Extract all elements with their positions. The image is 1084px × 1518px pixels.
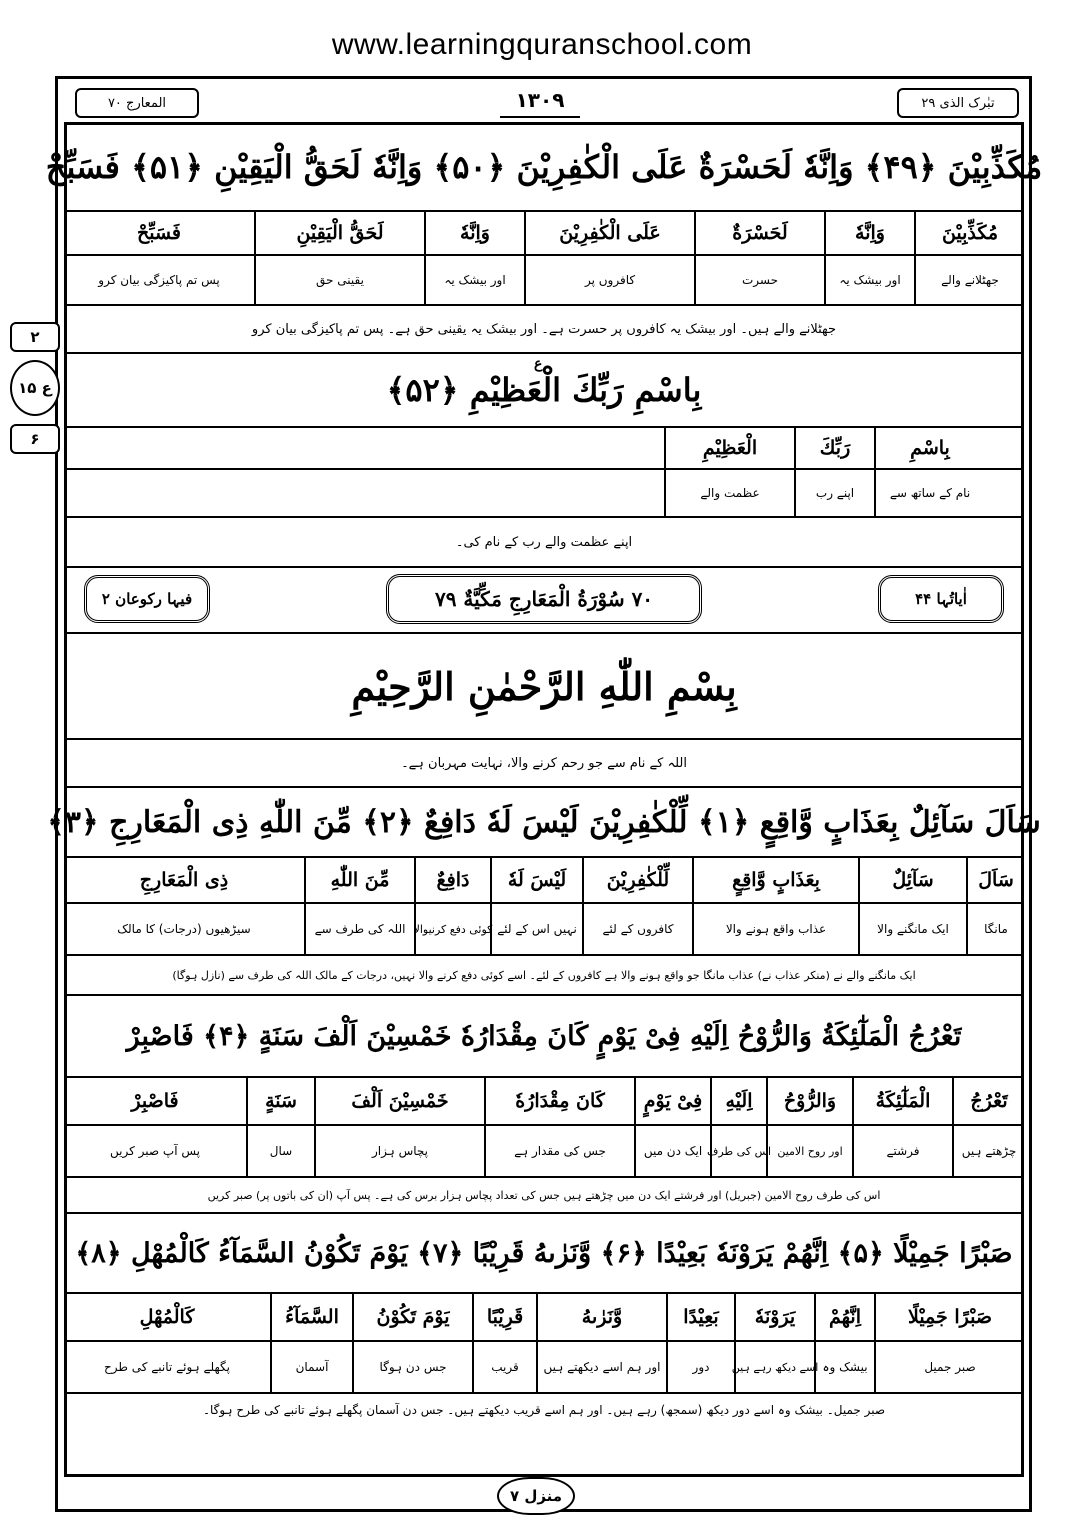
- word-cell: السَّمَآءُ: [270, 1294, 352, 1340]
- side-badge-bottom: ۶: [10, 424, 60, 454]
- word-cell: لَيْسَ لَهٗ: [490, 858, 582, 902]
- meaning-cell: صبر جمیل: [874, 1342, 1024, 1392]
- word-cell: يَوْمَ تَكُوْنُ: [352, 1294, 472, 1340]
- meaning-cell: سال: [246, 1126, 314, 1176]
- meaning-cell: قریب: [472, 1342, 536, 1392]
- word-cell: يَرَوْنَهٗ: [734, 1294, 814, 1340]
- meaning-cell: ایک مانگنے والا: [858, 904, 966, 954]
- meaning-cell: ایک دن میں: [634, 1126, 710, 1176]
- meaning-cell: اپنے رب: [794, 470, 874, 516]
- ayah-text: سَاَلَ سَآئِلٌ بِعَذَابٍ وَّاقِعٍ ﴿۱﴾ لِّلْكٰفِرِيْنَ لَيْسَ لَهٗ دَافِعٌ ﴿۲﴾ مِّنَ اللّٰهِ ذِى الْمَعَارِجِ ﴿۳﴾: [47, 804, 1041, 840]
- word-cell: رَبِّكَ: [794, 428, 874, 468]
- word-cell: لَحَسْرَةٌ: [694, 212, 824, 254]
- translation-line: اس کی طرف روح الامین (جبریل) اور فرشتے ایک دن میں چڑھتے ہیں جس کی تعداد پچاس ہزار برس کی ہے۔ پس آپ (ان کی باتوں پر) صبر کریں: [64, 1176, 1024, 1212]
- page-number: ۱۳۰۹: [500, 84, 580, 118]
- ayah-text: تَعْرُجُ الْمَلٰٓئِكَةُ وَالرُّوْحُ اِلَيْهِ فِىْ يَوْمٍ كَانَ مِقْدَارُهٗ خَمْسِيْنَ اَلْفَ سَنَةٍ ﴿۴﴾ فَاصْبِرْ: [126, 1020, 962, 1052]
- word-cell: اِلَيْهِ: [710, 1078, 766, 1124]
- meaning-cell: فرشتے: [852, 1126, 952, 1176]
- meaning-cell: عذاب واقع ہونے والا: [692, 904, 858, 954]
- meaning-cell: چڑھتے ہیں: [952, 1126, 1024, 1176]
- word-cell: فَسَبِّحْ: [136, 222, 182, 244]
- translation-line: اپنے عظمت والے رب کے نام کی۔: [64, 516, 1024, 566]
- meaning-cell: مانگا: [966, 904, 1024, 954]
- translation-line: صبر جمیل۔ بیشک وہ اسے دور دیکھ (سمجھ) رہے ہیں۔ اور ہم اسے قریب دیکھتے ہیں۔ جس دن آسمان پگھلے ہوئے تانبے کی طرح ہوگا۔: [64, 1392, 1024, 1426]
- word-cell: بِاسْمِ: [874, 428, 984, 468]
- bismillah-translation: اللہ کے نام سے جو رحم کرنے والا، نہایت مہربان ہے۔: [64, 738, 1024, 786]
- meaning-cell: جھٹلانے والے: [914, 256, 1024, 304]
- meaning-cell: اس کی طرف: [710, 1126, 766, 1176]
- header-surah-label: المعارج ۷۰: [75, 88, 199, 118]
- surah-name: ۷۰ سُوْرَةُ الْمَعَارِجِ مَكِّيَّةٌ ۷۹: [386, 574, 702, 624]
- meaning-cell: پس تم پاکیزگی بیان کرو: [98, 273, 220, 287]
- meaning-cell: جس کی مقدار ہے: [484, 1126, 634, 1176]
- ayah-bismi-rabbik: بِاسْمِ رَبِّكَ الْعَظِيْمِ ﴿۵۲﴾: [386, 371, 702, 409]
- ayah-text: مُكَذِّبِيْنَ ﴿۴۹﴾ وَاِنَّهٗ لَحَسْرَةٌ عَلَى الْكٰفِرِيْنَ ﴿۵۰﴾ وَاِنَّهٗ لَحَقُّ الْيَقِيْنِ ﴿۵۱﴾ فَسَبِّحْ: [45, 148, 1043, 186]
- meaning-cell: نہیں اس کے لئے: [490, 904, 582, 954]
- meaning-row: [64, 468, 1024, 516]
- word-cell: فَاصْبِرْ: [131, 1090, 179, 1112]
- meaning-row: [64, 1124, 1024, 1176]
- translation-line: جھٹلانے والے ہیں۔ اور بیشک یہ کافروں پر حسرت ہے۔ اور بیشک یہ یقینی حق ہے۔ پس تم پاکیزگی بیان کرو: [64, 304, 1024, 352]
- section-1: [45, 124, 1043, 352]
- meaning-cell: اور بیشک یہ: [824, 256, 914, 304]
- word-cell: مُكَذِّبِيْنَ: [914, 212, 1024, 254]
- word-cell: مِّنَ اللّٰهِ: [304, 858, 414, 902]
- word-cell: دَافِعٌ: [414, 858, 490, 902]
- ayah-text: [64, 354, 1024, 426]
- word-cell: بَعِيْدًا: [666, 1294, 734, 1340]
- meaning-cell: سیڑھیوں (درجات) کا مالک: [117, 922, 251, 936]
- ayat-count: اٰیاتُہا ۴۴: [878, 575, 1004, 623]
- word-cell: وَاِنَّهٗ: [424, 212, 524, 254]
- side-badge-top: ۲: [10, 322, 60, 352]
- word-cell: سَآئِلٌ: [858, 858, 966, 902]
- meaning-cell: اسے دیکھ رہے ہیں: [734, 1342, 814, 1392]
- word-cell: ذِى الْمَعَارِجِ: [139, 869, 229, 891]
- word-cell: اِنَّهُمْ: [814, 1294, 874, 1340]
- meaning-cell: اور ہم اسے دیکھتے ہیں: [536, 1342, 666, 1392]
- word-cell: الْمَلٰٓئِكَةُ: [852, 1078, 952, 1124]
- word-cell: قَرِيْبًا: [472, 1294, 536, 1340]
- word-cell: لَحَقُّ الْيَقِيْنِ: [254, 212, 424, 254]
- word-cell: خَمْسِيْنَ اَلْفَ: [314, 1078, 484, 1124]
- site-url: www.learningquranschool.com: [331, 28, 753, 61]
- meaning-cell: اللہ کی طرف سے: [304, 904, 414, 954]
- meaning-cell: کافروں پر: [524, 256, 694, 304]
- meaning-cell: عظمت والے: [664, 470, 794, 516]
- section-4: [64, 994, 1024, 1212]
- header-para-label: تبٰرک الذی ۲۹: [897, 88, 1019, 118]
- word-cell: بِعَذَابٍ وَّاقِعٍ: [692, 858, 858, 902]
- meaning-cell: یقینی حق: [254, 256, 424, 304]
- word-cell: سَاَلَ: [966, 858, 1024, 902]
- word-cell: عَلَى الْكٰفِرِيْنَ: [524, 212, 694, 254]
- meaning-cell: آسمان: [270, 1342, 352, 1392]
- word-cell: فِىْ يَوْمٍ: [634, 1078, 710, 1124]
- meaning-cell: جس دن ہوگا: [352, 1342, 472, 1392]
- word-cell: سَنَةٍ: [246, 1078, 314, 1124]
- meaning-cell: اور بیشک یہ: [424, 256, 524, 304]
- word-row: [64, 426, 1024, 468]
- section-2: [64, 352, 1024, 566]
- word-row: [64, 856, 1024, 902]
- word-row: [64, 210, 1024, 254]
- meaning-cell: کوئی دفع کرنیوالا: [414, 904, 490, 954]
- word-cell: تَعْرُجُ: [952, 1078, 1024, 1124]
- meaning-row: [64, 254, 1024, 304]
- meaning-cell: پگھلے ہوئے تانبے کی طرح: [104, 1360, 230, 1374]
- meaning-cell: پچاس ہزار: [314, 1126, 484, 1176]
- meaning-cell: دور: [666, 1342, 734, 1392]
- meaning-cell: پس آپ صبر کریں: [110, 1144, 200, 1158]
- translation-line: ایک مانگنے والے نے (منکر عذاب نے) عذاب مانگا جو واقع ہونے والا ہے کافروں کے لئے۔ اسے کوئی دفع کرنے والا نہیں، درجات کے مالک اللہ کی طرف سے (نازل ہوگا): [64, 954, 1024, 994]
- meaning-cell: حسرت: [694, 256, 824, 304]
- meaning-cell: کافروں کے لئے: [582, 904, 692, 954]
- word-cell: الْعَظِيْمِ: [664, 428, 794, 468]
- word-row: [64, 1076, 1024, 1124]
- bismillah-section: [64, 632, 1024, 786]
- word-cell: لِّلْكٰفِرِيْنَ: [582, 858, 692, 902]
- section-5: [64, 1212, 1024, 1426]
- meaning-cell: نام کے ساتھ سے: [874, 470, 984, 516]
- side-badge-ruku: ع ۱۵: [10, 360, 60, 416]
- manzil-marker: منزل ۷: [497, 1477, 575, 1515]
- word-cell: كَانَ مِقْدَارُهٗ: [484, 1078, 634, 1124]
- ayah-text: صَبْرًا جَمِيْلًا ﴿۵﴾ اِنَّهُمْ يَرَوْنَهٗ بَعِيْدًا ﴿۶﴾ وَّنَرٰىهُ قَرِيْبًا ﴿۷﴾ يَوْمَ تَكُوْنُ السَّمَآءُ كَالْمُهْلِ ﴿۸﴾: [75, 1237, 1013, 1269]
- ruku-mark: ع: [534, 356, 543, 372]
- meaning-row: [64, 902, 1024, 954]
- word-cell: وَاِنَّهٗ: [824, 212, 914, 254]
- meaning-cell: اور روح الامین: [766, 1126, 852, 1176]
- word-cell: وَالرُّوْحُ: [766, 1078, 852, 1124]
- meaning-row: [64, 1340, 1024, 1392]
- bismillah-text: بِسْمِ اللّٰهِ الرَّحْمٰنِ الرَّحِيْمِ: [351, 663, 737, 709]
- section-3: [47, 786, 1041, 994]
- word-cell: وَّنَرٰىهُ: [536, 1294, 666, 1340]
- word-cell: كَالْمُهْلِ: [139, 1306, 195, 1328]
- meaning-cell: بیشک وہ: [814, 1342, 874, 1392]
- rukus-count: فیہا رکوعان ۲: [84, 575, 210, 623]
- word-row: [64, 1292, 1024, 1340]
- surah-title-bar: [64, 566, 1024, 630]
- word-cell: صَبْرًا جَمِيْلًا: [874, 1294, 1024, 1340]
